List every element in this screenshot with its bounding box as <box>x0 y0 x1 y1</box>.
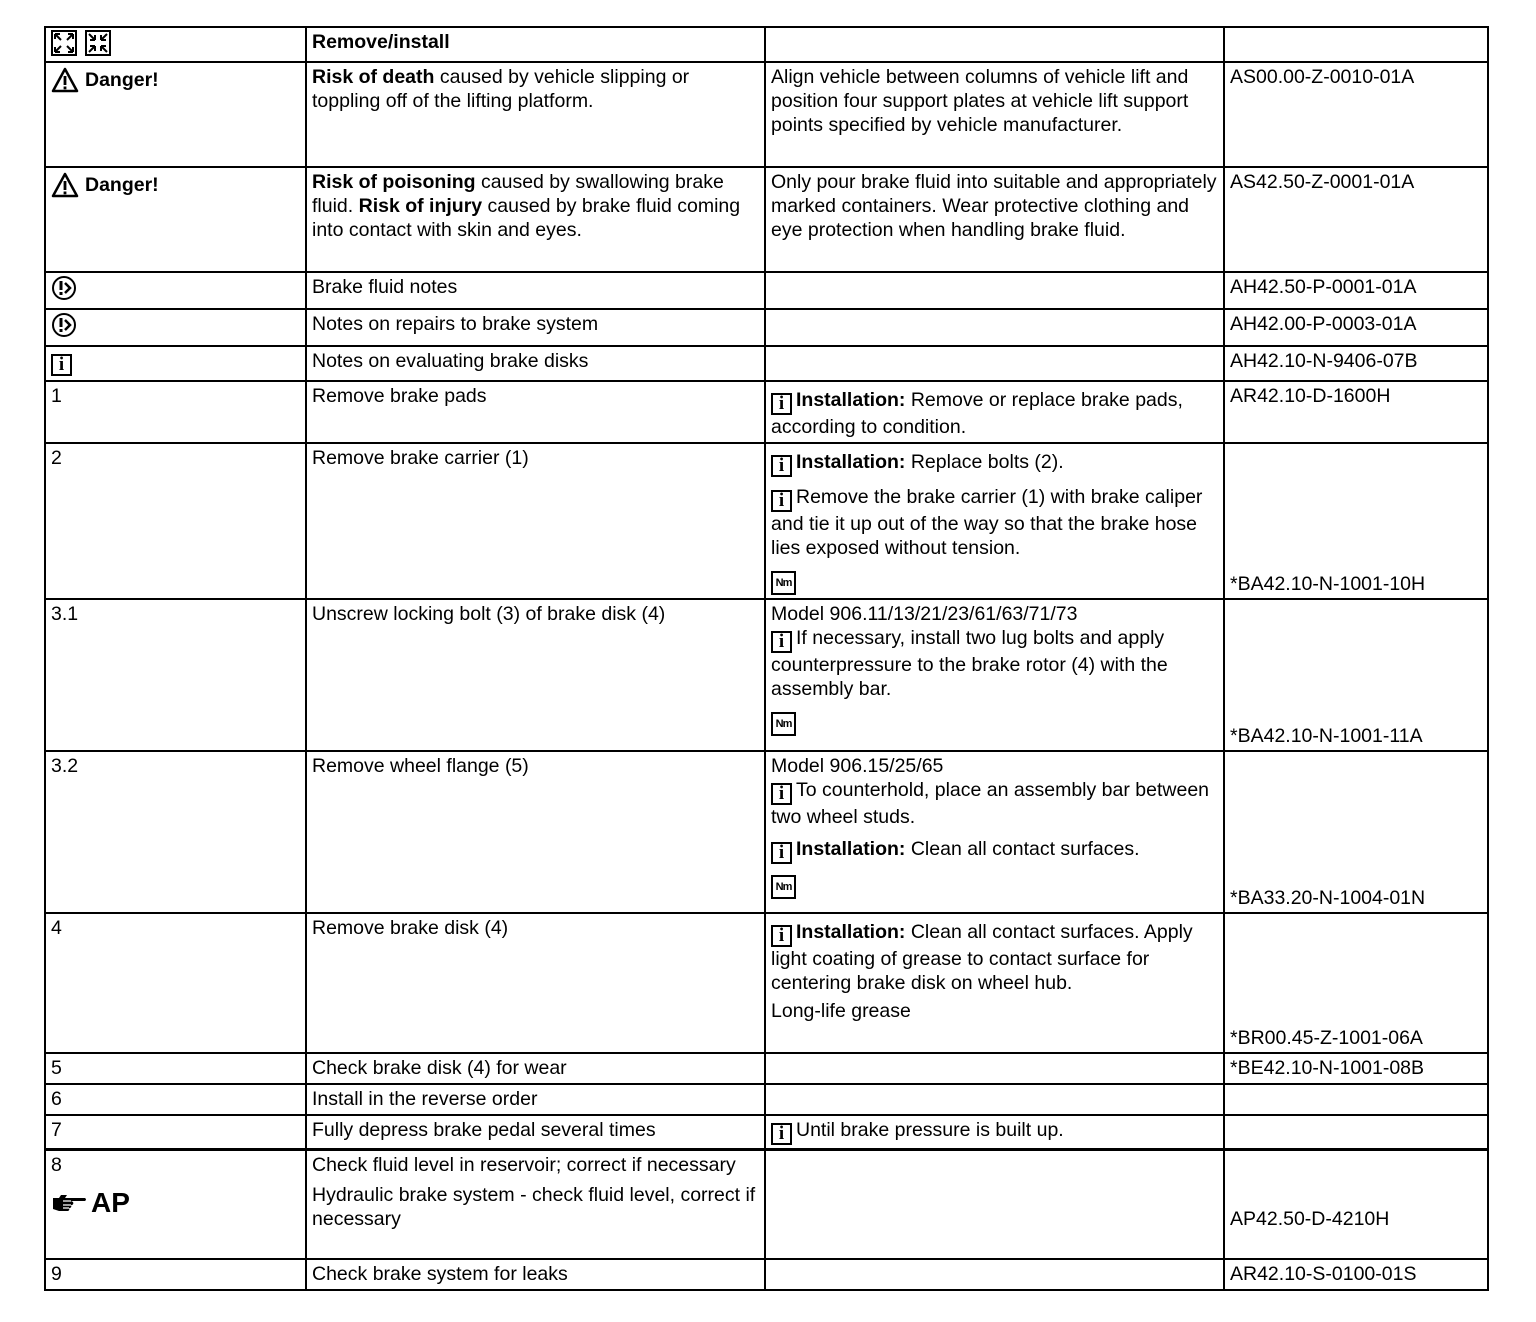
danger-label: Danger! <box>85 69 159 91</box>
step-number: 6 <box>45 1084 306 1115</box>
table-row <box>45 1149 1488 1259</box>
risk-text: caused by swallowing brake fluid. <box>312 171 724 217</box>
model-text: Model 906.11/13/21/23/61/63/71/73 <box>771 603 1078 625</box>
procedure-table <box>44 26 1489 1291</box>
step-description: Remove brake carrier (1) <box>306 443 765 599</box>
reference-link[interactable]: AH42.00-P-0003-01A <box>1224 309 1488 346</box>
step-description: Notes on evaluating brake disks <box>306 346 765 381</box>
table-row <box>45 62 1488 167</box>
installation-label: Installation: <box>796 451 906 473</box>
pointing-hand-icon <box>51 1192 89 1214</box>
note-text: Remove the brake carrier (1) with brake caliper and tie it up out of the way so that the brake hose lies exposed without tension. <box>771 486 1203 559</box>
step-description: Fully depress brake pedal several times <box>306 1115 765 1149</box>
step-description: Install in the reverse order <box>306 1084 765 1115</box>
step-number: 2 <box>45 443 306 599</box>
step-description: Remove wheel flange (5) <box>306 751 765 913</box>
page-title: Remove/install <box>306 27 765 62</box>
danger-label: Danger! <box>85 174 159 196</box>
reference-link[interactable]: AP42.50-D-4210H <box>1230 1207 1390 1230</box>
step-number: 4 <box>45 913 306 1053</box>
step-description: Notes on repairs to brake system <box>306 309 765 346</box>
step-number: 8 <box>51 1153 62 1176</box>
table-row <box>45 346 1488 381</box>
note-cell: Only pour brake fluid into suitable and appropriately marked containers. Wear protective clothing and eye protection when handling brake fluid. <box>765 167 1224 272</box>
reference-link[interactable]: AH42.50-P-0001-01A <box>1224 272 1488 309</box>
torque-icon[interactable]: Nm <box>771 571 796 595</box>
step-number: 5 <box>45 1053 306 1084</box>
info-icon: i <box>771 631 792 653</box>
ap-label[interactable]: AP <box>91 1186 130 1218</box>
step-number: 9 <box>45 1259 306 1290</box>
info-icon: i <box>771 1123 792 1145</box>
installation-label: Installation: <box>796 838 906 860</box>
reference-link[interactable]: AR42.10-S-0100-01S <box>1224 1259 1488 1290</box>
reference-link[interactable]: *BA42.10-N-1001-11A <box>1230 725 1423 747</box>
note-cell: Align vehicle between columns of vehicle lift and position four support plates at vehicle lift support points specified by vehicle manufacturer. <box>765 62 1224 167</box>
installation-label: Installation: <box>796 921 906 943</box>
step-description: Remove brake pads <box>306 381 765 443</box>
info-icon: i <box>771 455 792 477</box>
model-text: Model 906.15/25/65 <box>771 755 944 777</box>
table-row <box>45 309 1488 346</box>
reference-link[interactable]: AS42.50-Z-0001-01A <box>1224 167 1488 272</box>
table-row <box>45 1053 1488 1084</box>
table-row <box>45 381 1488 443</box>
risk-bold: Risk of death <box>312 66 435 88</box>
risk-bold: Risk of poisoning <box>312 171 476 193</box>
note-text: Replace bolts (2). <box>905 451 1064 473</box>
risk-bold: Risk of injury <box>358 195 483 217</box>
step-number: 3.1 <box>45 599 306 751</box>
info-icon: i <box>771 925 792 947</box>
table-row <box>45 167 1488 272</box>
step-description: Remove brake disk (4) <box>306 913 765 1053</box>
reference-link[interactable]: *BA33.20-N-1004-01N <box>1230 887 1426 909</box>
installation-label: Installation: <box>796 389 906 411</box>
warning-triangle-icon <box>51 172 79 198</box>
reference-link[interactable]: *BA42.10-N-1001-10H <box>1230 573 1426 595</box>
reference-link[interactable]: *BR00.45-Z-1001-06A <box>1230 1027 1423 1049</box>
table-header-row <box>45 27 1488 62</box>
info-icon: i <box>771 842 792 864</box>
reference-link[interactable]: AH42.10-N-9406-07B <box>1224 346 1488 381</box>
step-description: Check fluid level in reservoir; correct if necessary <box>312 1153 736 1176</box>
table-row <box>45 751 1488 913</box>
ap-description: Hydraulic brake system - check fluid level, correct if necessary <box>312 1183 756 1230</box>
step-description: Check brake system for leaks <box>306 1259 765 1290</box>
warning-triangle-icon <box>51 67 79 93</box>
step-description: Unscrew locking bolt (3) of brake disk (4) <box>306 599 765 751</box>
step-number: 7 <box>45 1115 306 1149</box>
note-text: To counterhold, place an assembly bar between two wheel studs. <box>771 779 1210 828</box>
torque-icon[interactable]: Nm <box>771 875 796 899</box>
step-number: 3.2 <box>45 751 306 913</box>
note-text: Until brake pressure is built up. <box>796 1119 1064 1141</box>
torque-icon[interactable]: Nm <box>771 712 796 736</box>
info-icon: i <box>771 783 792 805</box>
expand-icon <box>51 30 77 56</box>
note-circle-icon <box>51 312 77 338</box>
note-text: Remove or replace brake pads, according to condition. <box>771 389 1183 438</box>
table-row <box>45 443 1488 599</box>
table-row <box>45 1259 1488 1290</box>
note-text: Clean all contact surfaces. <box>905 838 1140 860</box>
info-icon: i <box>51 354 72 376</box>
note-circle-icon <box>51 275 77 301</box>
table-row <box>45 599 1488 751</box>
risk-text: caused by vehicle slipping or toppling off of the lifting platform. <box>312 66 690 112</box>
step-description: Brake fluid notes <box>306 272 765 309</box>
note-text: If necessary, install two lug bolts and apply counterpressure to the brake rotor (4) with the assembly bar. <box>771 627 1168 700</box>
table-row <box>45 913 1488 1053</box>
table-row <box>45 1084 1488 1115</box>
reference-link[interactable]: AR42.10-D-1600H <box>1224 381 1488 443</box>
grease-text: Long-life grease <box>771 1000 911 1022</box>
info-icon: i <box>771 490 792 512</box>
table-row <box>45 1115 1488 1149</box>
note-text: Clean all contact surfaces. Apply light coating of grease to contact surface for centering brake disk on wheel hub. <box>771 921 1193 994</box>
step-description: Check brake disk (4) for wear <box>306 1053 765 1084</box>
reference-link[interactable]: *BE42.10-N-1001-08B <box>1224 1053 1488 1084</box>
info-icon: i <box>771 393 792 415</box>
reference-link[interactable]: AS00.00-Z-0010-01A <box>1224 62 1488 167</box>
table-row <box>45 272 1488 309</box>
risk-text: caused by brake fluid coming into contact with skin and eyes. <box>312 195 741 241</box>
collapse-icon <box>85 30 111 56</box>
step-number: 1 <box>45 381 306 443</box>
